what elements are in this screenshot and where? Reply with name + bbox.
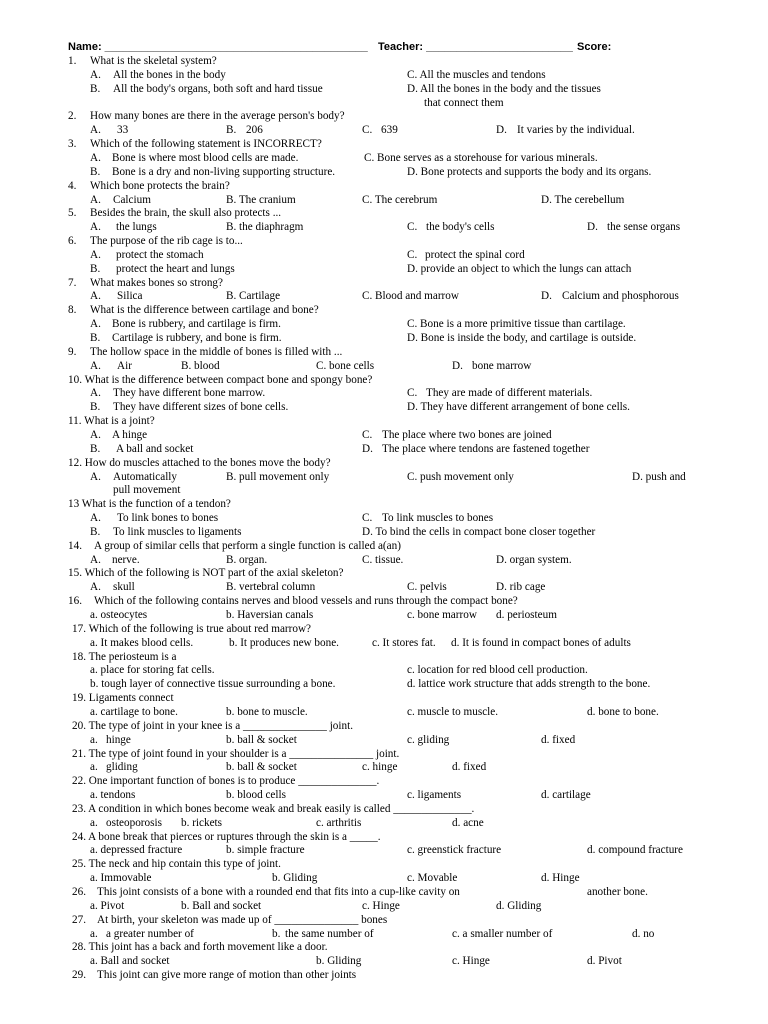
worksheet-text: the body's cells <box>426 221 495 234</box>
worksheet-text: 9. <box>68 345 77 358</box>
worksheet-text: C. <box>362 428 373 441</box>
worksheet-line <box>0 109 768 123</box>
worksheet-text: 29. <box>72 969 86 982</box>
worksheet-text: d. Pivot <box>587 955 622 968</box>
worksheet-text: D. Bone protects and supports the body and its organs. <box>407 165 652 178</box>
worksheet-text: d. It is found in compact bones of adults <box>451 636 631 649</box>
worksheet-text: C. <box>407 221 418 234</box>
worksheet-text: c. a smaller number of <box>452 927 553 940</box>
worksheet-text: b. Gliding <box>272 872 318 885</box>
worksheet-line <box>0 733 768 747</box>
worksheet-text: b. Gliding <box>316 955 362 968</box>
worksheet-text: a. <box>90 816 98 829</box>
worksheet-text: The hollow space in the middle of bones is filled with ... <box>90 345 343 358</box>
worksheet-text: c. gliding <box>407 733 450 746</box>
worksheet-text: 17. Which of the following is true about red marrow? <box>72 622 312 635</box>
worksheet-text: At birth, your skeleton was made up of _______________ bones <box>97 913 388 926</box>
worksheet-text: They are made of different materials. <box>426 387 593 400</box>
worksheet-text: D. organ system. <box>496 553 572 566</box>
worksheet-text: B. organ. <box>226 553 268 566</box>
worksheet-text: Which of the following statement is INCORRECT? <box>90 138 322 151</box>
worksheet-text: b. Ball and socket <box>181 899 262 912</box>
worksheet-text: Calcium <box>113 193 151 206</box>
worksheet-text: c. ligaments <box>407 789 462 802</box>
worksheet-text: gliding <box>106 761 138 774</box>
worksheet-text: A. <box>90 248 101 261</box>
worksheet-text: A. <box>90 359 101 372</box>
worksheet-text: 4. <box>68 179 77 192</box>
worksheet-text: C. Bone is a more primitive tissue than cartilage. <box>407 318 626 331</box>
worksheet-text: C. The cerebrum <box>362 193 438 206</box>
worksheet-line <box>0 470 768 484</box>
worksheet-text: b. rickets <box>181 816 223 829</box>
worksheet-line <box>0 580 768 594</box>
worksheet-text: B. <box>90 332 101 344</box>
worksheet-text: d. cartilage <box>541 789 591 802</box>
worksheet-text: B. vertebral column <box>226 581 316 594</box>
worksheet-text: They have different sizes of bone cells. <box>113 401 289 414</box>
worksheet-text: b. tough layer of connective tissue surrounding a bone. <box>90 678 336 691</box>
worksheet-line <box>0 622 768 636</box>
worksheet-text: A. <box>90 151 101 164</box>
worksheet-text: the lungs <box>116 221 157 234</box>
score-field[interactable]: Score: <box>577 41 612 53</box>
worksheet-text: the same number of <box>285 927 374 940</box>
worksheet-line <box>0 525 768 539</box>
worksheet-line <box>0 303 768 317</box>
worksheet-text: 20. The type of joint in your knee is a _______________ joint. <box>72 719 354 732</box>
worksheet-text: D. <box>452 359 463 372</box>
worksheet-text: Which of the following contains nerves and blood vessels and runs through the compact bone? <box>94 595 518 608</box>
worksheet-header <box>0 40 768 54</box>
worksheet-text: Calcium and phosphorous <box>562 290 679 303</box>
worksheet-text: C. Blood and marrow <box>362 290 459 303</box>
worksheet-text: 27. <box>72 913 86 926</box>
worksheet-text: a. <box>90 733 98 746</box>
worksheet-line <box>0 262 768 276</box>
worksheet-text: b. Haversian canals <box>226 609 314 621</box>
worksheet-text: osteoporosis <box>106 816 162 829</box>
worksheet-text: B. <box>90 442 101 455</box>
worksheet-line <box>0 317 768 331</box>
worksheet-text: 19. Ligaments connect <box>72 692 174 705</box>
worksheet-text: C. <box>362 124 373 137</box>
worksheet-line <box>0 940 768 954</box>
worksheet-text: How many bones are there in the average person's body? <box>90 110 345 123</box>
worksheet-text: c. muscle to muscle. <box>407 705 499 718</box>
worksheet-line <box>0 719 768 733</box>
worksheet-text: D. The cerebellum <box>541 193 625 206</box>
worksheet-line <box>0 788 768 802</box>
worksheet-line <box>0 123 768 137</box>
worksheet-text: C. bone cells <box>316 359 375 372</box>
worksheet-line <box>0 151 768 165</box>
worksheet-text: B. <box>90 401 101 414</box>
worksheet-line <box>0 220 768 234</box>
worksheet-line <box>0 705 768 719</box>
worksheet-text: pull movement <box>113 484 181 497</box>
worksheet-text: A. <box>90 581 101 594</box>
worksheet-text: a. tendons <box>90 789 136 802</box>
worksheet-text: d. compound fracture <box>587 844 683 857</box>
worksheet-line <box>0 594 768 608</box>
worksheet-line <box>0 871 768 885</box>
worksheet-text: Which bone protects the brain? <box>90 179 230 192</box>
worksheet-line <box>0 248 768 262</box>
worksheet-line <box>0 483 768 497</box>
worksheet-line <box>0 82 768 96</box>
worksheet-text: B. <box>90 262 101 275</box>
worksheet-text: A. <box>90 68 101 81</box>
worksheet-text: D. push and <box>632 470 686 483</box>
worksheet-line <box>0 193 768 207</box>
worksheet-text: Cartilage is rubbery, and bone is firm. <box>112 332 282 344</box>
worksheet-text: another bone. <box>587 886 648 898</box>
worksheet-text: the sense organs <box>607 221 681 234</box>
worksheet-text: bone marrow <box>472 359 532 372</box>
worksheet-text: It varies by the individual. <box>517 124 635 137</box>
worksheet-text: A. <box>90 318 101 331</box>
worksheet-text: b. bone to muscle. <box>226 705 308 718</box>
worksheet-line <box>0 179 768 193</box>
worksheet-text: a. It makes blood cells. <box>90 636 194 649</box>
worksheet-text: To link bones to bones <box>117 512 219 525</box>
worksheet-text: B. blood <box>181 359 220 372</box>
worksheet-text: The place where tendons are fastened together <box>382 442 590 455</box>
worksheet-text: Bone is a dry and non-living supporting structure. <box>112 165 336 178</box>
worksheet-line <box>0 913 768 927</box>
worksheet-text: nerve. <box>112 553 140 566</box>
worksheet-text: a. <box>90 761 98 774</box>
name-field[interactable]: Name: ___________________________________________ <box>68 41 368 53</box>
worksheet-text: 28. This joint has a back and forth movement like a door. <box>72 941 328 954</box>
worksheet-text: A hinge <box>112 428 148 441</box>
worksheet-text: a greater number of <box>106 927 194 940</box>
worksheet-text: B. <box>90 525 101 538</box>
worksheet-text: skull <box>113 581 135 594</box>
worksheet-text: A. <box>90 290 101 303</box>
worksheet-text: They have different bone marrow. <box>113 387 266 400</box>
worksheet-text: D. Bone is inside the body, and cartilage is outside. <box>407 332 637 344</box>
worksheet-text: c. arthritis <box>316 816 362 829</box>
worksheet-text: C. <box>407 248 418 261</box>
worksheet-line <box>0 414 768 428</box>
worksheet-text: A ball and socket <box>116 442 194 455</box>
worksheet-text: The place where two bones are joined <box>382 428 552 441</box>
worksheet-text: 26. <box>72 886 86 898</box>
worksheet-line <box>0 386 768 400</box>
worksheet-text: c. hinge <box>362 761 398 774</box>
worksheet-line <box>0 802 768 816</box>
worksheet-text: D. <box>541 290 552 303</box>
worksheet-text: C. All the muscles and tendons <box>407 68 546 81</box>
worksheet-text: 7. <box>68 276 77 289</box>
worksheet-text: d. acne <box>452 816 484 829</box>
worksheet-line <box>0 747 768 761</box>
worksheet-text: d. Hinge <box>541 872 580 885</box>
worksheet-text: D. <box>496 124 507 137</box>
worksheet-line <box>0 206 768 220</box>
worksheet-line <box>0 359 768 373</box>
worksheet-text: 14. <box>68 539 82 552</box>
worksheet-text: D. provide an object to which the lungs can attach <box>407 262 632 275</box>
worksheet-text: A. <box>90 428 101 441</box>
worksheet-line <box>0 96 768 110</box>
worksheet-text: This joint can give more range of motion than other joints <box>97 969 357 982</box>
worksheet-line <box>0 774 768 788</box>
worksheet-text: d. periosteum <box>496 609 557 621</box>
worksheet-text: A group of similar cells that perform a single function is called a(an) <box>94 539 401 552</box>
worksheet-text: D. <box>362 442 373 455</box>
worksheet-line <box>0 885 768 899</box>
worksheet-text: 10. What is the difference between compact bone and spongy bone? <box>68 373 373 386</box>
worksheet-text: 18. The periosteum is a <box>72 650 177 663</box>
worksheet-line <box>0 760 768 774</box>
worksheet-text: The purpose of the rib cage is to... <box>90 235 243 248</box>
worksheet-text: d. lattice work structure that adds strength to the bone. <box>407 678 651 691</box>
worksheet-text: C. tissue. <box>362 553 404 566</box>
worksheet-text: B. The cranium <box>226 193 296 206</box>
worksheet-text: 2. <box>68 110 77 123</box>
worksheet-text: C. <box>407 387 418 400</box>
worksheet-text: D. To bind the cells in compact bone closer together <box>362 525 596 538</box>
worksheet-text: a. cartilage to bone. <box>90 705 178 718</box>
worksheet-line <box>0 857 768 871</box>
worksheet-text: c. location for red blood cell production. <box>407 664 588 677</box>
worksheet-text: b. blood cells <box>226 789 286 802</box>
worksheet-text: 25. The neck and hip contain this type of joint. <box>72 858 281 871</box>
worksheet-text: D. rib cage <box>496 581 546 594</box>
worksheet-text: a. Pivot <box>90 899 125 912</box>
worksheet-line <box>0 289 768 303</box>
worksheet-line <box>0 927 768 941</box>
worksheet-line <box>0 276 768 290</box>
worksheet-text: C. Bone serves as a storehouse for various minerals. <box>364 151 598 164</box>
worksheet-text: b. <box>272 927 281 940</box>
worksheet-line <box>0 954 768 968</box>
worksheet-text: c. greenstick fracture <box>407 844 502 857</box>
worksheet-text: A. <box>90 193 101 206</box>
worksheet-text: C. <box>362 512 373 525</box>
worksheet-text: c. Hinge <box>452 955 490 968</box>
worksheet-text: 33 <box>117 124 129 137</box>
worksheet-text: a. osteocytes <box>90 609 148 621</box>
worksheet-text: a. Immovable <box>90 872 152 885</box>
worksheet-text: hinge <box>106 733 131 746</box>
worksheet-text: d. fixed <box>452 761 487 774</box>
worksheet-line <box>0 830 768 844</box>
worksheet-text: 16. <box>68 595 82 608</box>
worksheet-text: A. <box>90 512 101 525</box>
worksheet-text: a. place for storing fat cells. <box>90 664 215 677</box>
worksheet-text: B. <box>90 82 101 95</box>
worksheet-text: 5. <box>68 207 77 220</box>
worksheet-text: 22. One important function of bones is to produce ______________. <box>72 775 380 788</box>
worksheet-text: 3. <box>68 138 77 151</box>
worksheet-text: 23. A condition in which bones become weak and break easily is called ______________. <box>72 802 475 815</box>
worksheet-line <box>0 400 768 414</box>
worksheet-text: protect the spinal cord <box>425 248 525 261</box>
worksheet-line <box>0 442 768 456</box>
worksheet-line <box>0 663 768 677</box>
worksheet-text: A. <box>90 470 101 483</box>
worksheet-line <box>0 636 768 650</box>
worksheet-text: d. no <box>632 927 655 940</box>
worksheet-text: To link muscles to ligaments <box>113 525 242 538</box>
worksheet-text: What makes bones so strong? <box>90 276 223 289</box>
worksheet-text: b. ball & socket <box>226 761 297 774</box>
worksheet-text: B. pull movement only <box>226 470 330 483</box>
worksheet-text: c. It stores fat. <box>372 636 436 649</box>
worksheet-line <box>0 650 768 664</box>
worksheet-text: 24. A bone break that pierces or ruptures through the skin is a _____. <box>72 830 381 843</box>
worksheet-line <box>0 373 768 387</box>
worksheet-line <box>0 137 768 151</box>
worksheet-line <box>0 691 768 705</box>
worksheet-text: Silica <box>117 290 143 303</box>
worksheet-text: b. ball & socket <box>226 733 297 746</box>
worksheet-line <box>0 899 768 913</box>
worksheet-line <box>0 331 768 345</box>
worksheet-text: that connect them <box>424 96 504 109</box>
worksheet-text: 206 <box>246 124 263 137</box>
worksheet-text: 11. What is a joint? <box>68 415 155 428</box>
worksheet-text: b. It produces new bone. <box>229 636 339 649</box>
worksheet-text: c. Movable <box>407 872 458 885</box>
worksheet-text: Automatically <box>113 470 178 483</box>
worksheet-text: D. They have different arrangement of bone cells. <box>407 401 630 414</box>
worksheet-text: C. pelvis <box>407 581 447 594</box>
worksheet-text: a. Ball and socket <box>90 955 170 968</box>
worksheet-text: 21. The type of joint found in your shoulder is a _______________ joint. <box>72 747 400 760</box>
worksheet-text: A. <box>90 553 101 566</box>
worksheet-text: c. bone marrow <box>407 609 477 621</box>
worksheet-text: A. <box>90 221 101 234</box>
worksheet-line <box>0 566 768 580</box>
worksheet-text: b. simple fracture <box>226 844 305 857</box>
worksheet-text: B. Cartilage <box>226 290 281 303</box>
worksheet-text: All the body's organs, both soft and hard tissue <box>113 82 323 95</box>
worksheet-text: 15. Which of the following is NOT part of the axial skeleton? <box>68 567 344 580</box>
worksheet-line <box>0 234 768 248</box>
worksheet-line <box>0 539 768 553</box>
worksheet-line <box>0 456 768 470</box>
worksheet-text: B. <box>226 124 237 137</box>
worksheet-text: D. All the bones in the body and the tissues <box>407 82 601 95</box>
worksheet-line <box>0 497 768 511</box>
worksheet-text: D. <box>587 221 598 234</box>
worksheet-line <box>0 968 768 982</box>
worksheet-text: All the bones in the body <box>113 68 226 81</box>
worksheet-text: B. the diaphragm <box>226 221 304 234</box>
worksheet-line <box>0 677 768 691</box>
worksheet-text: 8. <box>68 304 77 317</box>
worksheet-text: d. bone to bone. <box>587 705 659 718</box>
worksheet-text: protect the heart and lungs <box>116 262 235 275</box>
worksheet-text: d. fixed <box>541 733 576 746</box>
worksheet-text: To link muscles to bones <box>382 512 494 525</box>
worksheet-text: This joint consists of a bone with a rounded end that fits into a cup-like cavity on <box>97 886 460 898</box>
worksheet-line <box>0 553 768 567</box>
worksheet-line <box>0 428 768 442</box>
worksheet-line <box>0 843 768 857</box>
worksheet-line <box>0 511 768 525</box>
worksheet-text: c. Hinge <box>362 899 400 912</box>
worksheet-text: 639 <box>381 124 398 137</box>
worksheet-text: d. Gliding <box>496 899 542 912</box>
worksheet-line <box>0 345 768 359</box>
worksheet-line <box>0 608 768 622</box>
worksheet-line <box>0 165 768 179</box>
worksheet-text: Air <box>117 359 132 372</box>
worksheet-text: What is the skeletal system? <box>90 55 217 67</box>
worksheet-text: B. <box>90 165 101 178</box>
worksheet-text: 12. How do muscles attached to the bones move the body? <box>68 456 331 469</box>
worksheet-text: What is the difference between cartilage and bone? <box>90 304 319 317</box>
worksheet-line <box>0 54 768 68</box>
worksheet-line <box>0 68 768 82</box>
worksheet-line <box>0 816 768 830</box>
worksheet-text: A. <box>90 387 101 400</box>
worksheet-text: 6. <box>68 235 77 248</box>
worksheet-text: 1. <box>68 55 77 67</box>
worksheet-text: A. <box>90 124 101 137</box>
worksheet-text: protect the stomach <box>116 248 204 261</box>
worksheet-text: Bone is rubbery, and cartilage is firm. <box>112 318 281 331</box>
worksheet-text: Besides the brain, the skull also protects ... <box>90 207 282 220</box>
worksheet-text: a. depressed fracture <box>90 844 183 857</box>
worksheet-text: a. <box>90 927 98 940</box>
worksheet-text: Bone is where most blood cells are made. <box>112 151 299 164</box>
teacher-field[interactable]: Teacher: ________________________ <box>378 41 573 53</box>
worksheet-text: C. push movement only <box>407 470 514 483</box>
worksheet-text: 13 What is the function of a tendon? <box>68 498 231 511</box>
